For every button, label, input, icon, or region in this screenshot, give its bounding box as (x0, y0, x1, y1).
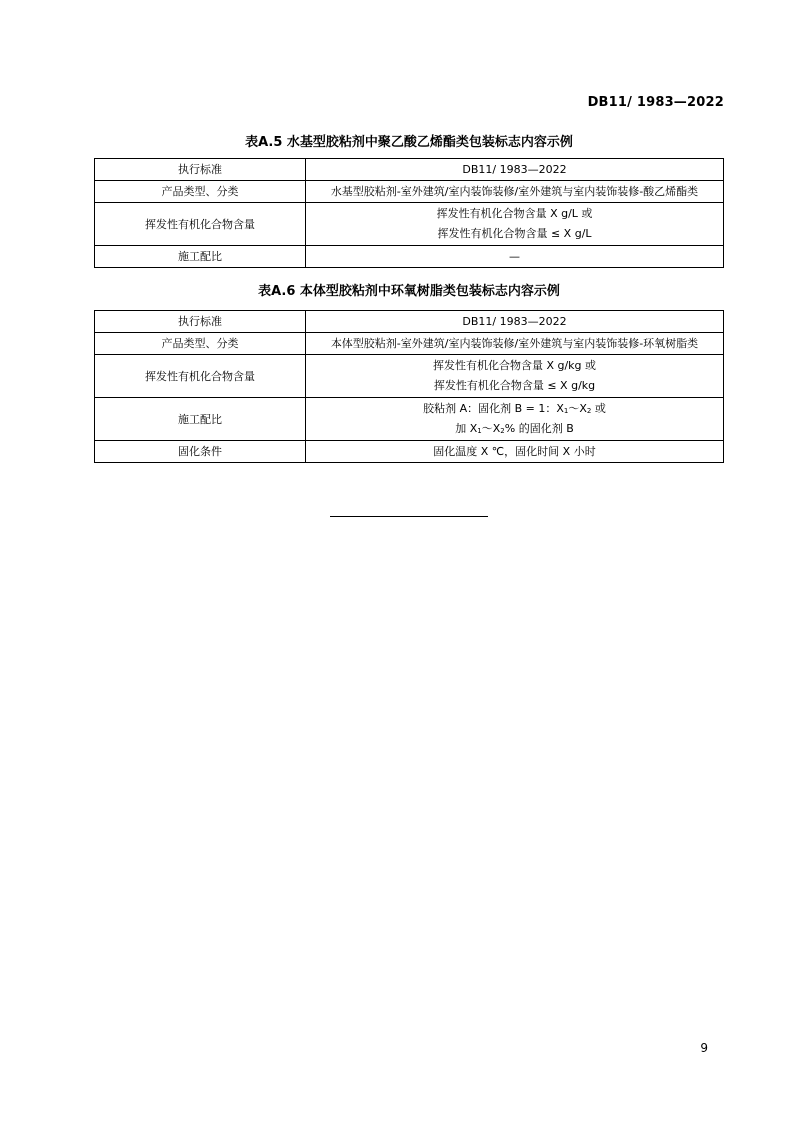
row-label: 固化条件 (95, 441, 306, 463)
table-row (95, 311, 724, 333)
text: % 的固化剂 B (504, 422, 574, 435)
text: ～X (568, 402, 587, 415)
row-label: 施工配比 (95, 246, 306, 268)
value-line: 挥发性有机化合物含量 X g/L 或 (436, 207, 593, 220)
row-value: 水基型胶粘剂-室外建筑/室内装饰装修/室外建筑与室内装饰装修-酸乙烯酯类 (306, 181, 724, 203)
row-value: 固化温度 X ℃，固化时间 X 小时 (306, 441, 724, 463)
text: 或 (591, 402, 606, 415)
text: 胶粘剂 A：固化剂 B = 1：X (423, 402, 564, 415)
row-value: DB11/ 1983—2022 (306, 311, 724, 333)
subscript: 1 (563, 407, 569, 415)
value-line (308, 419, 721, 439)
row-label: 产品类型、分类 (95, 181, 306, 203)
table-row (95, 333, 724, 355)
value-line: 挥发性有机化合物含量 X g/kg 或 (432, 359, 597, 372)
table-a5-caption: 表A.5 水基型胶粘剂中聚乙酸乙烯酯类包装标志内容示例 (245, 135, 573, 150)
page-number: 9 (700, 1041, 708, 1055)
row-label: 执行标准 (95, 159, 306, 181)
value-line (308, 399, 721, 419)
row-label: 挥发性有机化合物含量 (95, 203, 306, 246)
row-label: 执行标准 (95, 311, 306, 333)
row-value (306, 398, 724, 441)
table-row (95, 441, 724, 463)
text: ～X (481, 422, 501, 435)
standard-code: DB11/ 1983—2022 (587, 95, 724, 110)
table-row (95, 355, 724, 398)
table-row (95, 159, 724, 181)
table-row (95, 203, 724, 246)
table-row (95, 181, 724, 203)
row-value: DB11/ 1983—2022 (306, 159, 724, 181)
table-a5 (94, 158, 724, 268)
row-label: 挥发性有机化合物含量 (95, 355, 306, 398)
subscript: 1 (477, 427, 482, 435)
row-value (306, 355, 724, 398)
table-row (95, 398, 724, 441)
table-row (95, 246, 724, 268)
row-value (306, 203, 724, 246)
row-value: — (306, 246, 724, 268)
value-line: 挥发性有机化合物含量 ≤ X g/L (437, 227, 592, 240)
end-of-document-line (330, 516, 488, 517)
value-line: 挥发性有机化合物含量 ≤ X g/kg (433, 379, 596, 392)
row-label: 施工配比 (95, 398, 306, 441)
text: 加 X (455, 422, 478, 435)
row-label: 产品类型、分类 (95, 333, 306, 355)
subscript: 2 (586, 407, 592, 415)
row-value: 本体型胶粘剂-室外建筑/室内装饰装修/室外建筑与室内装饰装修-环氧树脂类 (306, 333, 724, 355)
table-a6 (94, 310, 724, 463)
subscript: 2 (500, 427, 505, 435)
table-a6-caption: 表A.6 本体型胶粘剂中环氧树脂类包装标志内容示例 (258, 284, 560, 299)
